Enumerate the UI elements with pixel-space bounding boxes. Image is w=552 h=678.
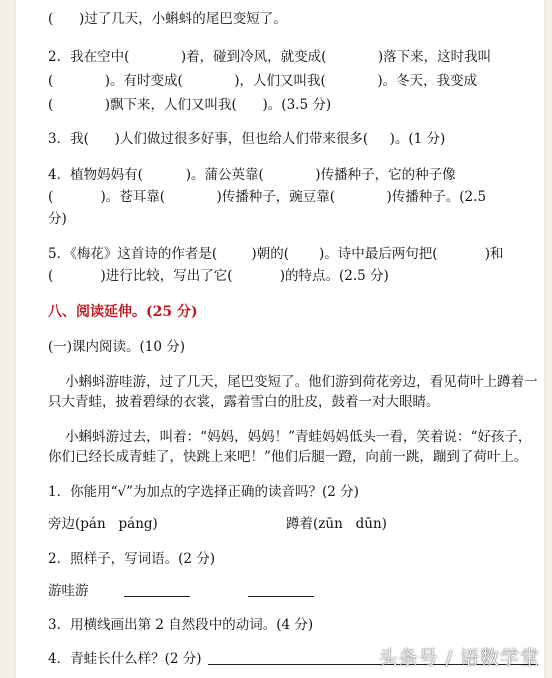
watermark-logo: 头条号 / 语数学堂 (378, 647, 540, 669)
question-4-line-3: 分) (48, 211, 67, 227)
subsection-title: (一)课内阅读。(10 分) (48, 339, 186, 355)
reading-question-3: 3．用横线画出第 2 自然段中的动词。(4 分) (48, 617, 314, 633)
reading-question-4: 4．青蛙长什么样？(2 分) (48, 651, 202, 667)
question-2-line-3: ( )飘下来，人们又叫我( )。(3.5 分) (48, 97, 332, 113)
passage-paragraph-1-line-2: 只大青蛙，披着碧绿的衣裳，露着雪白的肚皮，鼓着一对大眼睛。 (48, 394, 440, 410)
passage-paragraph-1-line-1: 小蝌蚪游哇游，过了几天，尾巴变短了。他们游到荷花旁边，看见荷叶上蹲着一 (48, 374, 538, 390)
example-word: 游哇游 (48, 583, 89, 599)
pinyin-option-1: 旁边(pán páng) (48, 516, 158, 532)
reading-question-2: 2．照样子，写词语。(2 分) (48, 551, 216, 567)
question-2-line-2: ( )。有时变成( )，人们又叫我( )。冬天，我变成 (48, 73, 478, 89)
word-example-row (48, 582, 536, 600)
pinyin-options-row (48, 515, 536, 533)
question-4-line-1: 4．植物妈妈有( )。蒲公英靠( )传播种子，它的种子像 (48, 167, 456, 183)
answer-blank-1 (124, 582, 190, 597)
passage-paragraph-2-line-1: 小蝌蚪游过去，叫着：“妈妈，妈妈！”青蛙妈妈低头一看，笑着说：“好孩子， (48, 429, 532, 445)
pinyin-option-2: 蹲着(zūn dūn) (286, 516, 387, 532)
question-3-line: 3．我( )人们做过很多好事，但也给人们带来很多( )。(1 分) (48, 131, 446, 147)
reading-question-1: 1．你能用“√”为加点的字选择正确的读音吗？(2 分) (48, 484, 359, 500)
worksheet-page (16, 0, 544, 678)
question-5-line-2: ( )进行比较，写出了它( )的特点。(2.5 分) (48, 268, 389, 284)
answer-blank-2 (248, 582, 314, 597)
passage-paragraph-2-line-2: 你们已经长成青蛙了，快跳上来吧！”他们后腿一蹬，向前一跳，蹦到了荷叶上。 (48, 449, 528, 465)
question-5-line-1: 5．《梅花》这首诗的作者是( )朝的( )。诗中最后两句把( )和 (48, 246, 504, 262)
question-2-line-1: 2．我在空中( )着，碰到冷风，就变成( )落下来，这时我叫 (48, 49, 492, 65)
section-title: 八、阅读延伸。(25 分) (48, 304, 198, 320)
fill-blank-line: ( )过了几天，小蝌蚪的尾巴变短了。 (48, 11, 287, 27)
question-4-line-2: ( )。苍耳靠( )传播种子，豌豆靠( )传播种子。(2.5 (48, 189, 487, 205)
